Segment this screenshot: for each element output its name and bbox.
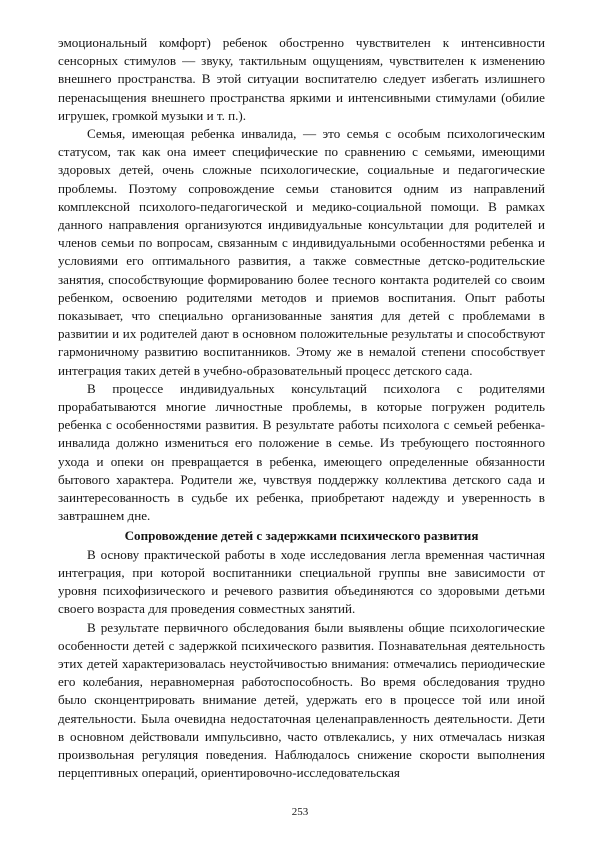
paragraph-consultations: В процессе индивидуальных консультаций психолога с родителями прорабатываются многие личностные проблемы, в которые погружен родитель ребенка с особенностями развития. В результате работы психолога с семьей ребенка-инвалида должно измениться его положение в семье. Из требующего постоянного ухода и опеки он превращается в ребенка, имеющего определенные обязанности бытового характера. Родители же, чувствуя поддержку коллектива детского сада и заинтересованность в судьбе их ребенка, приобретают надежду и уверенность в завтрашнем дне. xyxy=(58,380,545,524)
page-body xyxy=(58,34,545,782)
paragraph-family: Семья, имеющая ребенка инвалида, — это семья с особым психологическим статусом, так как она имеет специфические по сравнению с семьями, имеющими здоровых детей, очень сложные психологические, социальные и педагогические проблемы. Поэтому сопровождение семьи становится одним из направлений комплексной психолого-педагогической и медико-социальной помощи. В рамках данного направления организуются индивидуальные консультации для родителей и членов семьи по вопросам, связанным с индивидуальными особенностями ребенка и условиями его оптимального развития, а также совместные детско-родительские занятия, способствующие формированию более тесного контакта родителей со своим ребенком, освоению родителями методов и приемов воспитания. Опыт работы показывает, что специально организованные занятия для детей с проблемами в развитии и их родителей дают в основном положительные результаты и способствуют гармоничному развитию воспитанников. Этому же в немалой степени способствует интеграция таких детей в учебно-образовательный процесс детского сада. xyxy=(58,126,545,378)
paragraph-continuation: эмоциональный комфорт) ребенок обостренно чувствителен к интенсивности сенсорных стимулов — звуку, тактильным ощущениям, чувствителен к изменению внешнего пространства. В этой ситуации воспитателю следует избегать излишнего перенасыщения внешнего пространства яркими и интенсивными стимулами (обилие игрушек, громкой музыки и т. п.). xyxy=(58,35,545,123)
paragraph-integration: В основу практической работы в ходе исследования легла временная частичная интеграция, при которой воспитанники специальной группы вне зависимости от уровня психофизического и речевого развития объединяются со здоровыми детьми своего возраста для проведения совместных занятий. xyxy=(58,546,545,617)
section-heading: Сопровождение детей с задержками психического развития xyxy=(124,528,479,544)
page-number: 253 xyxy=(291,806,309,818)
paragraph-examination: В результате первичного обследования были выявлены общие психологические особенности детей с задержкой психического развития. Познавательная деятельность этих детей характеризовалась неустойчивостью внимания: отмечались периодические его колебания, неравномерная работоспособность. Во время обследования трудно было сконцентрировать внимание детей, удержать его в процессе той или иной деятельности. Была очевидна недостаточная целенаправленность деятельности. Дети в основном действовали импульсивно, часто отвлекались, у них отмечалась низкая произвольная регуляция поведения. Наблюдалось снижение скорости выполнения перцептивных операций, ориентировочно-исследовательская xyxy=(58,619,545,781)
